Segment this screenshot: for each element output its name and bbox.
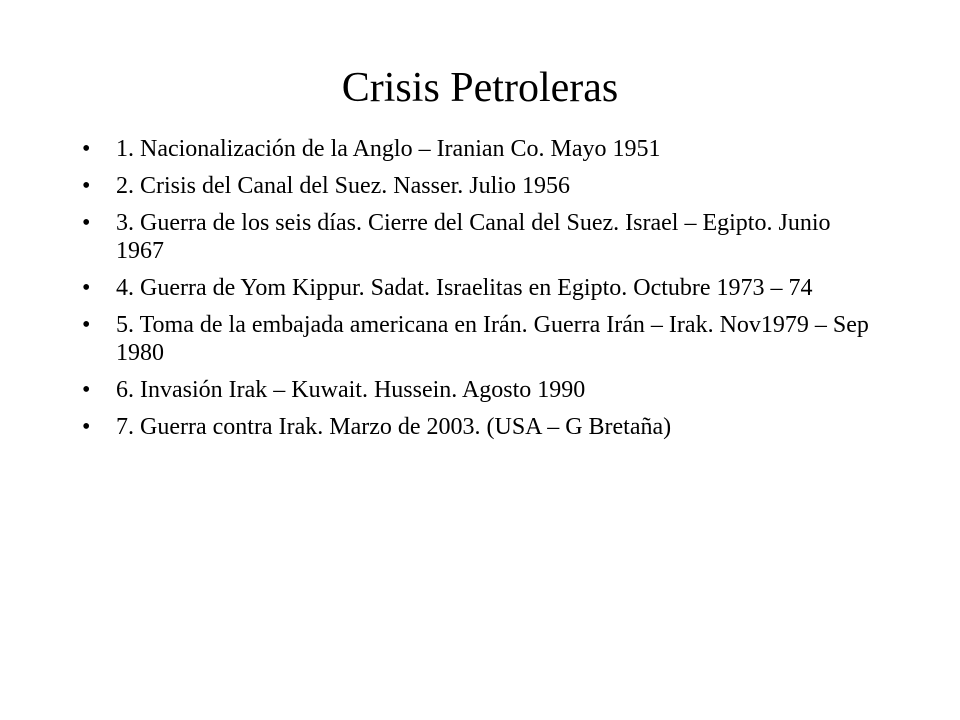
- list-item-text: 2. Crisis del Canal del Suez. Nasser. Julio 1956: [116, 173, 570, 199]
- list-item: [82, 135, 882, 163]
- list-item: [82, 311, 882, 367]
- list-item: [82, 209, 882, 265]
- list-item-text: 1. Nacionalización de la Anglo – Iranian Co. Mayo 1951: [116, 136, 661, 162]
- list-item-text: 6. Invasión Irak – Kuwait. Hussein. Agosto 1990: [116, 377, 586, 403]
- bullet-icon: •: [82, 275, 91, 301]
- list-item: [82, 172, 882, 200]
- bullet-icon: •: [82, 414, 91, 440]
- list-item-text: 7. Guerra contra Irak. Marzo de 2003. (USA – G Bretaña): [116, 414, 672, 440]
- bullet-icon: •: [82, 210, 91, 236]
- list-item: [82, 376, 882, 404]
- list-item-text: 4. Guerra de Yom Kippur. Sadat. Israelitas en Egipto. Octubre 1973 – 74: [116, 275, 813, 301]
- bullet-icon: •: [82, 136, 91, 162]
- bullet-list: [82, 135, 882, 450]
- slide-title: Crisis Petroleras: [341, 65, 619, 111]
- list-item: [82, 274, 882, 302]
- bullet-icon: •: [82, 173, 91, 199]
- bullet-icon: •: [82, 312, 91, 338]
- list-item-text: 3. Guerra de los seis días. Cierre del Canal del Suez. Israel – Egipto. Junio 1967: [116, 210, 831, 264]
- list-item: [82, 413, 882, 441]
- bullet-icon: •: [82, 377, 91, 403]
- list-item-text: 5. Toma de la embajada americana en Irán. Guerra Irán – Irak. Nov1979 – Sep 1980: [116, 312, 869, 366]
